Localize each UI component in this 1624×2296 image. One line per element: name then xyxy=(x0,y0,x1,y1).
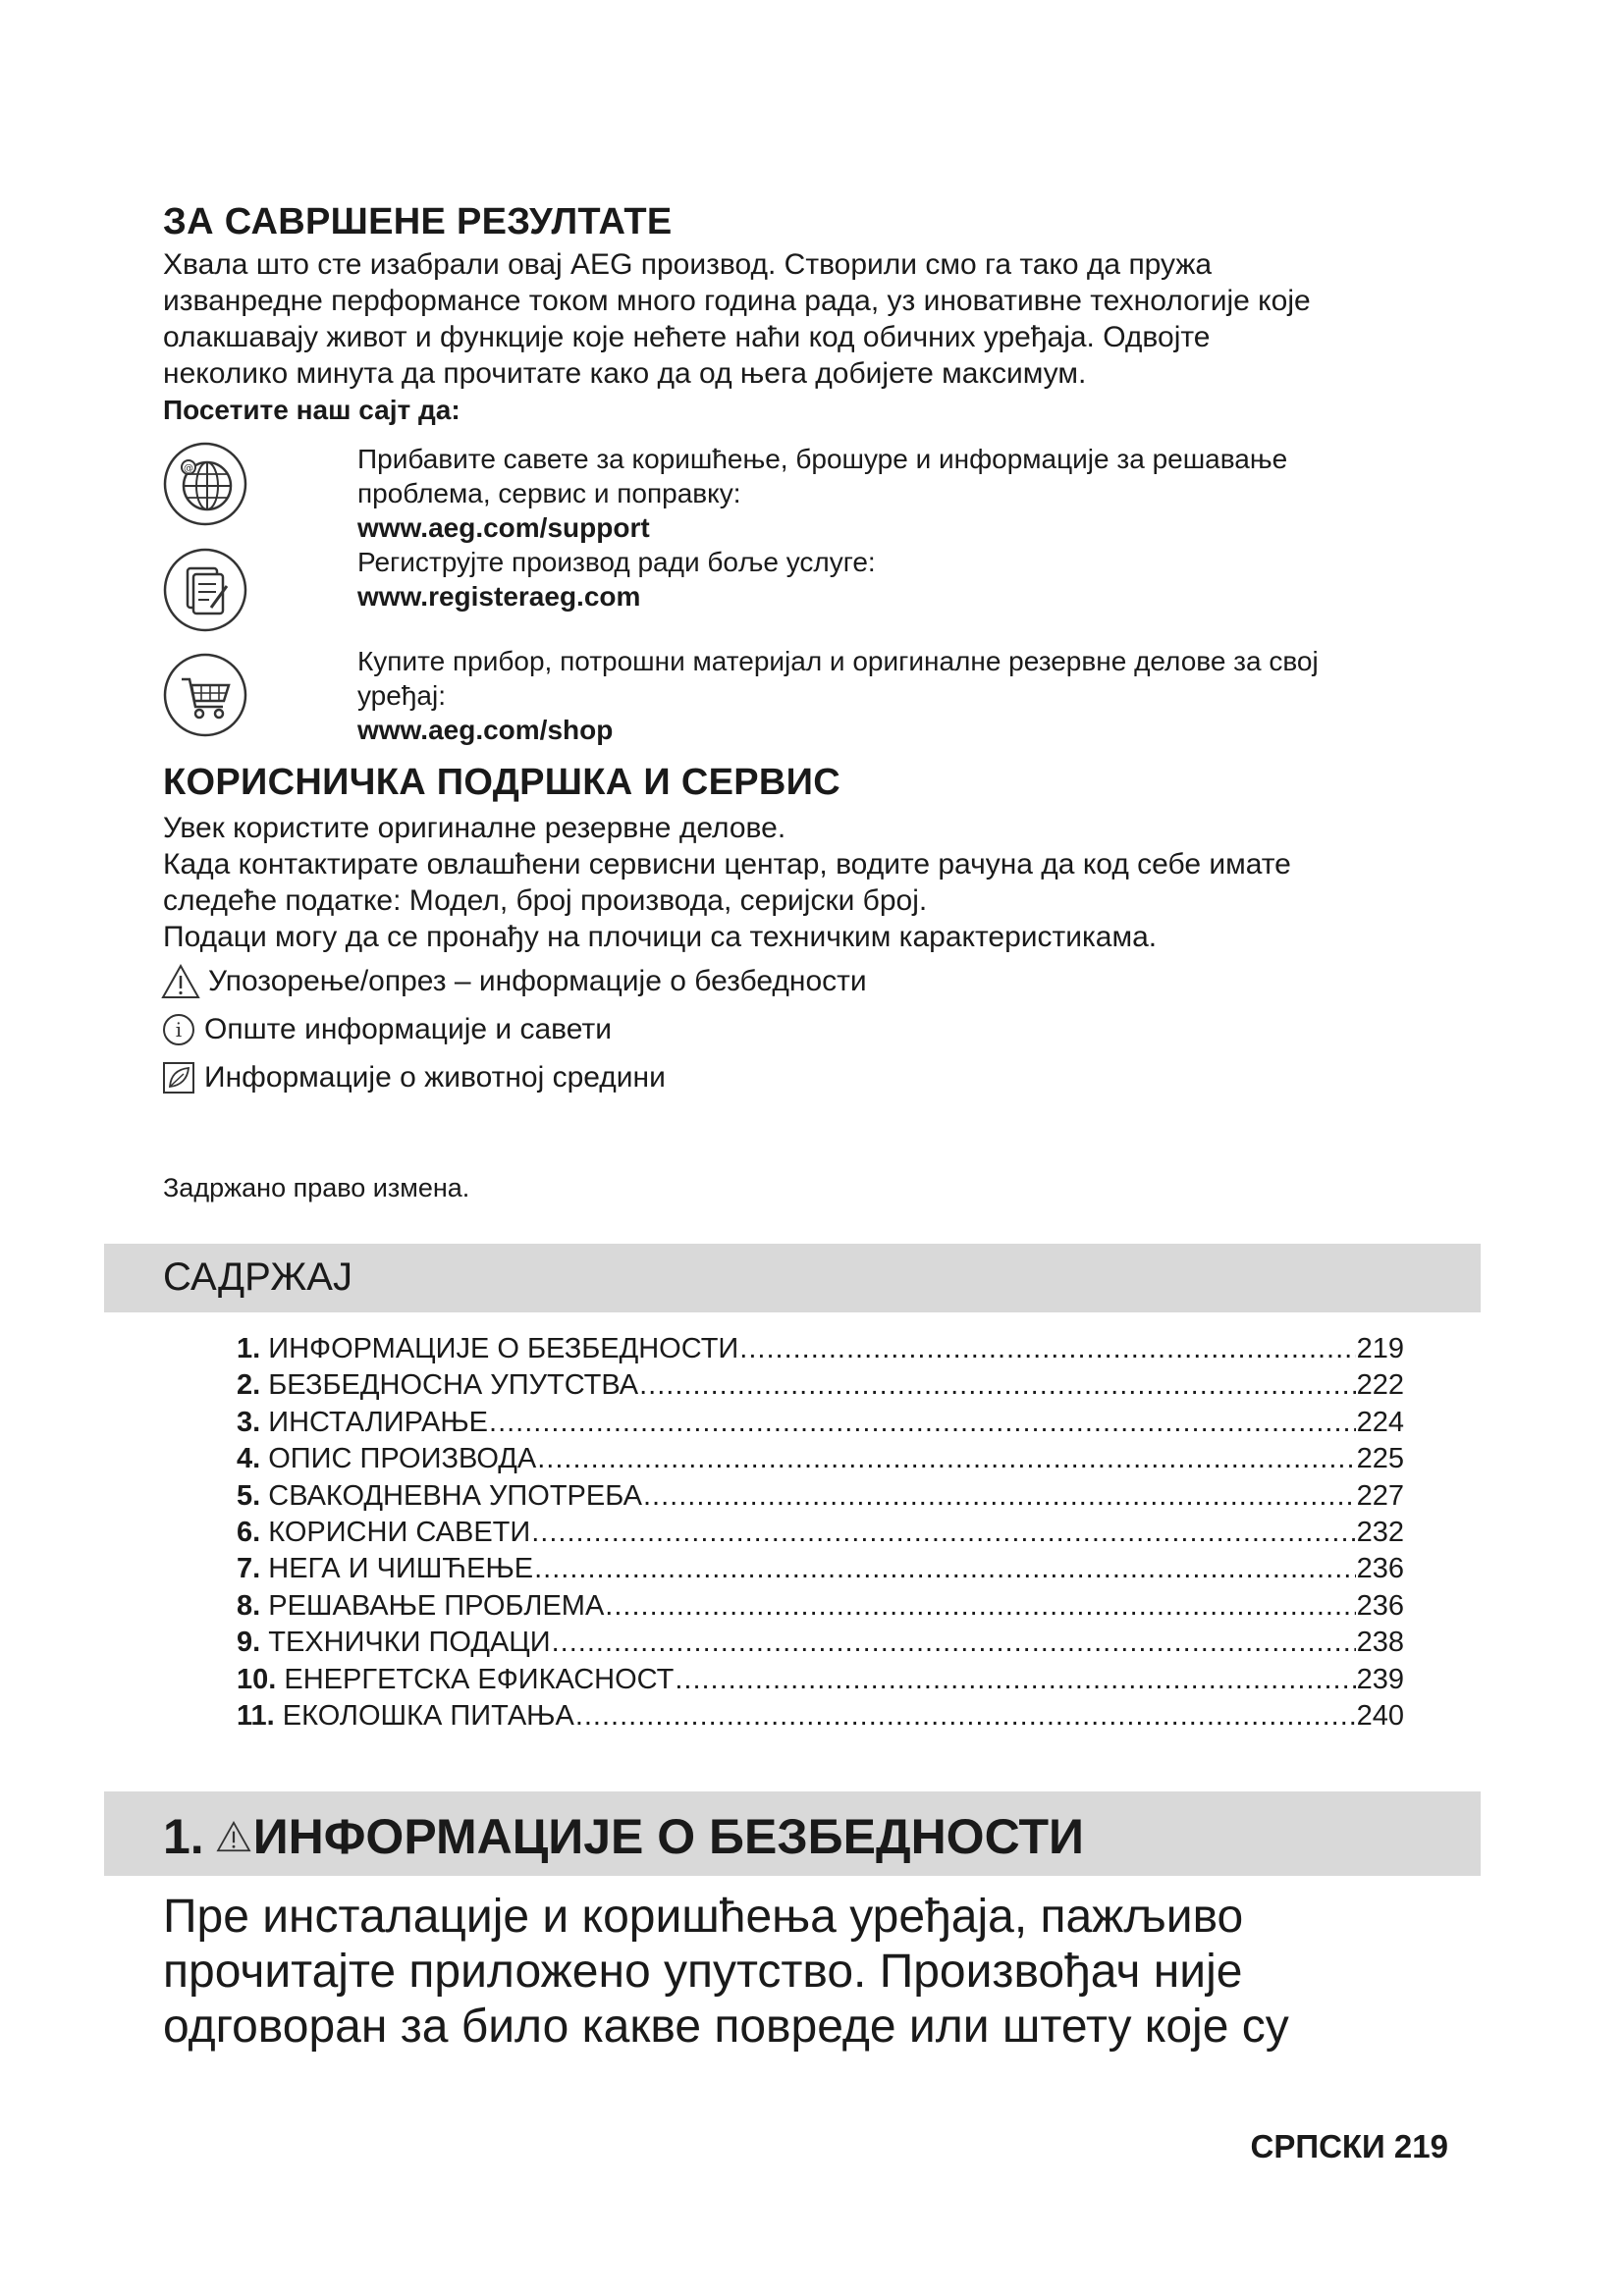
toc-item-page: 227 xyxy=(1356,1479,1404,1512)
environment-leaf-icon xyxy=(161,1060,196,1095)
toc-item-label: БЕЗБЕДНОСНА УПУТСТВА xyxy=(268,1369,639,1402)
toc-item-label: ТЕХНИЧКИ ПОДАЦИ xyxy=(268,1627,551,1659)
toc-item[interactable] xyxy=(237,1551,1404,1587)
toc-list xyxy=(237,1331,1404,1735)
section1-number: 1. xyxy=(163,1809,204,1864)
register-document-icon xyxy=(162,547,248,633)
toc-item-label: НЕГА И ЧИШЋЕЊЕ xyxy=(268,1553,534,1585)
section1-heading xyxy=(163,1808,1084,1865)
support-link[interactable]: www.aeg.com/support xyxy=(357,512,650,543)
change-note: Задржано право измена. xyxy=(163,1173,470,1202)
section1-line: Пре инсталације и коришћења уређаја, пажљиво xyxy=(163,1891,1244,1943)
toc-item-number: 2. xyxy=(237,1369,261,1402)
toc-item[interactable] xyxy=(237,1588,1404,1625)
toc-item[interactable] xyxy=(237,1405,1404,1441)
toc-title-band xyxy=(104,1244,1481,1312)
toc-item-label: КОРИСНИ САВЕТИ xyxy=(268,1517,531,1549)
toc-item[interactable] xyxy=(237,1367,1404,1404)
legend-warning xyxy=(161,964,867,999)
toc-item-number: 6. xyxy=(237,1517,261,1549)
toc-item-number: 9. xyxy=(237,1627,261,1659)
section1-title: ИНФОРМАЦИЈЕ О БЕЗБЕДНОСТИ xyxy=(252,1809,1084,1864)
toc-item[interactable] xyxy=(237,1331,1404,1367)
toc-leader xyxy=(639,1367,1355,1404)
toc-item-number: 8. xyxy=(237,1589,261,1622)
svg-text:@: @ xyxy=(184,463,193,474)
legend-environment xyxy=(161,1060,666,1095)
support-paragraph xyxy=(163,810,1479,955)
toc-item-number: 7. xyxy=(237,1553,261,1585)
toc-leader xyxy=(531,1515,1355,1551)
section1-text xyxy=(163,1890,1479,2055)
toc-item-number: 3. xyxy=(237,1406,261,1438)
support-line: Када контактирате овлашћени сервисни центар, водите рачуна да код себе имате xyxy=(163,848,1291,881)
toc-item-page: 236 xyxy=(1356,1589,1404,1622)
toc-item-page: 238 xyxy=(1356,1627,1404,1659)
section1-line: прочитајте приложено упутство. Произвођач није xyxy=(163,1946,1243,1998)
legend-info xyxy=(161,1012,612,1047)
toc-item-page: 240 xyxy=(1356,1700,1404,1733)
footer-language-page: СРПСКИ 219 xyxy=(1250,2128,1448,2164)
info-icon xyxy=(161,1012,196,1047)
toc-title: САДРЖАЈ xyxy=(163,1255,352,1299)
section1-title-band xyxy=(104,1791,1481,1876)
toc-item-number: 4. xyxy=(237,1443,261,1475)
toc-item[interactable] xyxy=(237,1698,1404,1735)
web-item-line: проблема, сервис и поправку: xyxy=(357,478,741,508)
toc-leader xyxy=(534,1551,1356,1587)
toc-leader xyxy=(552,1625,1356,1661)
toc-leader xyxy=(675,1662,1355,1698)
toc-item-label: РЕШАВАЊЕ ПРОБЛЕМА xyxy=(268,1589,605,1622)
toc-item[interactable] xyxy=(237,1662,1404,1698)
intro-line: олакшавају живот и функције које нећете наћи код обичних уређаја. Одвојте xyxy=(163,321,1211,353)
toc-item-page: 232 xyxy=(1356,1517,1404,1549)
intro-line: неколико минута да прочитате како да од њега добијете максимум. xyxy=(163,357,1087,390)
toc-item-label: СВАКОДНЕВНА УПОТРЕБА xyxy=(268,1479,642,1512)
toc-item[interactable] xyxy=(237,1441,1404,1477)
intro-line: Хвала што сте изабрали овај AEG производ. Створили смо га тако да пружа xyxy=(163,248,1213,281)
web-item-register xyxy=(357,545,876,614)
toc-item-page: 239 xyxy=(1356,1663,1404,1695)
legend-info-label: Опште информације и савети xyxy=(204,1013,612,1045)
toc-item-page: 219 xyxy=(1356,1333,1404,1364)
web-item-support xyxy=(357,442,1287,545)
register-link[interactable]: www.registeraeg.com xyxy=(357,581,641,612)
toc-leader xyxy=(489,1405,1356,1441)
toc-item-label: ИНФОРМАЦИЈЕ О БЕЗБЕДНОСТИ xyxy=(268,1333,739,1364)
web-item-shop xyxy=(357,644,1319,747)
toc-leader xyxy=(643,1478,1356,1515)
toc-item-label: ОПИС ПРОИЗВОДА xyxy=(268,1443,537,1475)
shopping-cart-icon xyxy=(162,652,248,738)
support-line: Увек користите оригиналне резервне делове. xyxy=(163,812,786,844)
toc-item-page: 222 xyxy=(1356,1369,1404,1402)
intro-paragraph xyxy=(163,246,1479,392)
web-item-line: Региструјте производ ради боље услуге: xyxy=(357,547,876,577)
toc-leader xyxy=(739,1331,1355,1367)
web-item-line: Купите прибор, потрошни материјал и оригиналне резервне делове за свој xyxy=(357,646,1319,676)
toc-item-page: 224 xyxy=(1356,1406,1404,1438)
warning-icon xyxy=(216,1821,251,1852)
visit-label: Посетите наш сајт да: xyxy=(163,395,460,425)
legend-environment-label: Информације о животној средини xyxy=(204,1061,666,1094)
toc-leader xyxy=(605,1588,1355,1625)
intro-heading: ЗА САВРШЕНЕ РЕЗУЛТАТЕ xyxy=(163,201,673,242)
toc-leader xyxy=(537,1441,1355,1477)
toc-item-number: 5. xyxy=(237,1479,261,1512)
toc-item-label: ЕНЕРГЕТСКА ЕФИКАСНОСТ xyxy=(284,1663,675,1695)
svg-text:i: i xyxy=(175,1018,183,1041)
shop-link[interactable]: www.aeg.com/shop xyxy=(357,715,614,745)
web-item-line: уређај: xyxy=(357,680,446,711)
toc-item[interactable] xyxy=(237,1625,1404,1661)
toc-item-number: 10. xyxy=(237,1663,277,1695)
toc-item[interactable] xyxy=(237,1478,1404,1515)
warning-icon xyxy=(161,964,200,999)
support-heading: КОРИСНИЧКА ПОДРШКА И СЕРВИС xyxy=(163,762,840,803)
toc-item-label: ИНСТАЛИРАЊЕ xyxy=(268,1406,489,1438)
toc-leader xyxy=(575,1698,1356,1735)
toc-item-page: 236 xyxy=(1356,1553,1404,1585)
section1-line: одговоран за било какве повреде или штету које су xyxy=(163,2001,1289,2053)
toc-item-number: 1. xyxy=(237,1333,261,1364)
toc-item[interactable] xyxy=(237,1515,1404,1551)
intro-line: изванредне перформансе током много година рада, уз иновативне технологије које xyxy=(163,285,1311,317)
toc-item-number: 11. xyxy=(237,1700,275,1733)
support-line: следеће податке: Модел, број производа, серијски број. xyxy=(163,884,928,917)
web-item-line: Прибавите савете за коришћење, брошуре и информације за решавање xyxy=(357,444,1288,474)
toc-item-page: 225 xyxy=(1356,1443,1404,1475)
globe-icon xyxy=(162,441,248,527)
legend-warning-label: Упозорење/опрез – информације о безбедности xyxy=(208,965,867,997)
support-line: Подаци могу да се пронађу на плочици са техничким карактеристикама. xyxy=(163,921,1158,953)
toc-item-label: ЕКОЛОШКА ПИТАЊА xyxy=(282,1700,574,1733)
